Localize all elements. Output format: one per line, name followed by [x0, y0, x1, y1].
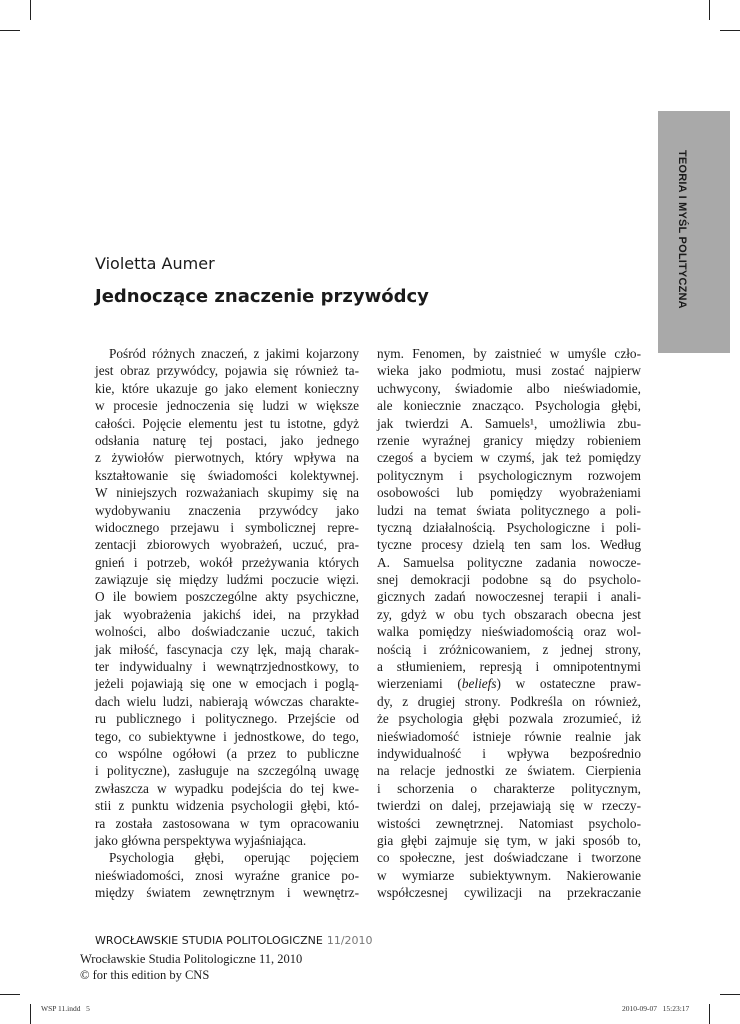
text-line: kształtowanie się świadomości kolektywnej.: [95, 467, 359, 483]
text-line: wieka jako podmiotu, musi zostać najpierw: [377, 363, 641, 379]
article-title: Jednoczące znaczenie przywódcy: [95, 286, 429, 307]
text-line: i schorzenia o charakterze politycznym,: [377, 780, 641, 796]
text-line: widocznego przejawu i symbolicznej repre-: [95, 519, 359, 535]
text-line: ale koniecznie znacząco. Psychologia głębi,: [377, 398, 641, 414]
text-line: tyczne procesy dzielą ten sam los. Według: [377, 537, 641, 553]
journal-name: WROCŁAWSKIE STUDIA POLITOLOGICZNE: [95, 934, 323, 947]
text-line: a stłumieniem, represją i omnipotentnymi: [377, 659, 641, 675]
text-line: wierzeniami (beliefs) w ostateczne praw-: [377, 676, 641, 692]
text-line: nieświadomość istnieje równie realnie jak: [377, 728, 641, 744]
text-line: rzenie wyraźnej granicy między robieniem: [377, 432, 641, 448]
text-line: jak miłość, fascynacja czy lęk, mają charak-: [95, 641, 359, 657]
crop-mark-top-left-h: [0, 30, 20, 31]
crop-mark-bottom-left-v: [30, 1004, 31, 1024]
text-line: z żywiołów pierwotnych, który wpływa na: [95, 450, 359, 466]
edition-line: Wrocławskie Studia Politologiczne 11, 2010: [80, 952, 303, 966]
text-line: Psychologia głębi, operując pojęciem: [109, 850, 359, 866]
text-line: jak wyobrażenia jakichś idei, na przykład: [95, 606, 359, 622]
text-line: gia głębi zajmuje się tym, w jaki sposób to,: [377, 832, 641, 848]
text-line: gnień i potrzeb, wokół przeżywania których: [95, 554, 359, 570]
text-line: jest obraz przywódcy, pojawia się również ta-: [95, 363, 359, 379]
section-tab-label: TEORIA I MYŚL POLITYCZNA: [676, 150, 688, 309]
text-line: gicznych zadań nowoczesnej terapii i anali-: [377, 589, 641, 605]
text-line: stii z punktu widzenia psychologii głębi, któ-: [95, 798, 359, 814]
text-line: walka pomiędzy nieświadomością oraz wol-: [377, 624, 641, 640]
crop-mark-top-right-v: [709, 0, 710, 20]
text-line: jak twierdzi A. Samuels¹, umożliwia zbu-: [377, 415, 641, 431]
text-line: w wymiarze subiektywnym. Nakierowanie: [377, 867, 641, 883]
text-line: wolności, albo doświadczanie uczuć, takich: [95, 624, 359, 640]
text-line: współczesnej cywilizacji na przekraczanie: [377, 885, 641, 901]
text-line: ra została zastosowana w tym opracowaniu: [95, 815, 359, 831]
text-line: wydobywaniu znaczenia przywódcy jako: [95, 502, 359, 518]
crop-mark-top-left-v: [30, 0, 31, 20]
text-line: twierdzi on dalej, przejawiają się w rzeczy-: [377, 798, 641, 814]
text-line: całości. Pojęcie elementu jest tu istotne, gdyż: [95, 415, 359, 431]
text-line: na relacje jednostki ze światem. Cierpienia: [377, 763, 641, 779]
text-line: kie, które ukazuje go jako element konieczny: [95, 380, 359, 396]
text-line: że psychologia głębi pozwala zrozumieć, iż: [377, 711, 641, 727]
text-line: nością i zróżnicowaniem, z jednej strony,: [377, 641, 641, 657]
slug-timestamp: 2010-09-07 15:23:17: [622, 1004, 690, 1013]
section-side-tab: [658, 111, 730, 353]
text-line: nieświadomości, znosi wyraźne granice po-: [95, 867, 359, 883]
crop-mark-bottom-left-h: [0, 994, 20, 995]
text-line: ru publicznego i politycznego. Przejście od: [95, 711, 359, 727]
text-line: wistości zewnętrznej. Natomiast psycholo-: [377, 815, 641, 831]
edition-notice: [80, 951, 302, 983]
journal-issue: 11/2010: [326, 934, 373, 947]
copyright-line: © for this edition by CNS: [80, 968, 210, 982]
text-line: zy, gdyż w obu tych obszarach obecna jest: [377, 606, 641, 622]
text-line: i polityczne), zasługuje na szczególną uwagę: [95, 763, 359, 779]
crop-mark-bottom-right-h: [720, 994, 740, 995]
text-line: jeżeli pojawiają się one w emocjach i poglą-: [95, 676, 359, 692]
text-line: ter indywidualny i wewnątrzjednostkowy, to: [95, 659, 359, 675]
article-author: Violetta Aumer: [95, 254, 215, 273]
text-line: co społeczne, jest doświadczane i tworzone: [377, 850, 641, 866]
text-line: jako główna perspektywa wyjaśniająca.: [95, 832, 307, 848]
text-line: snej demokracji podobne są do psycholo-: [377, 572, 641, 588]
text-line: politycznym i psychologicznym rozwojem: [377, 467, 641, 483]
text-line: W niniejszych rozważaniach skupimy się na: [95, 485, 359, 501]
text-line: w procesie jednoczenia się ludzi w większe: [95, 398, 359, 414]
text-line: nym. Fenomen, by zaistnieć w umyśle czło-: [377, 346, 641, 361]
text-line: między światem zewnętrznym i wewnętrz-: [95, 885, 359, 901]
crop-mark-top-right-h: [720, 30, 740, 31]
text-line: zwłaszcza w wypadku podejścia do tej kwe-: [95, 780, 359, 796]
body-column-right: [377, 345, 641, 902]
body-column-left: [95, 345, 359, 902]
text-line: indywidualność i wpływa bezpośrednio: [377, 745, 641, 761]
text-line: co wspólne ogółowi (a przez to publiczne: [95, 745, 359, 761]
text-line: zawiązuje się między ludźmi poczucie więzi.: [95, 572, 359, 588]
crop-mark-bottom-right-v: [709, 1004, 710, 1024]
journal-footer: [95, 934, 373, 947]
text-line: zentacji zbiorowych wyobrażeń, uczuć, pra-: [95, 537, 359, 553]
text-line: osobowości lub pomiędzy wyobrażeniami: [377, 485, 641, 501]
text-line: tyczną działalnością. Psychologiczne i poli-: [377, 519, 641, 535]
text-line: dach wielu ludzi, nabierają wówczas charakte-: [95, 693, 359, 709]
text-line: czegoś a byciem w czymś, jak też pomiędzy: [377, 450, 641, 466]
text-line: Pośród różnych znaczeń, z jakimi kojarzony: [109, 346, 359, 361]
text-line: ludzi na temat świata politycznego a poli-: [377, 502, 641, 518]
text-line: uchwycony, świadomie albo nieświadomie,: [377, 380, 641, 396]
text-line: O ile bowiem poszczególne akty psychiczne,: [95, 589, 359, 605]
slug-filename: WSP 11.indd 5: [41, 1004, 90, 1013]
text-line: dy, z drugiej strony. Podkreśla on również,: [377, 693, 641, 709]
text-line: A. Samuelsa polityczne zadania nowocze-: [377, 554, 641, 570]
text-line: odsłania naturę tej postaci, jako jednego: [95, 432, 359, 448]
text-line: tego, co subiektywne i jednostkowe, do tego,: [95, 728, 359, 744]
